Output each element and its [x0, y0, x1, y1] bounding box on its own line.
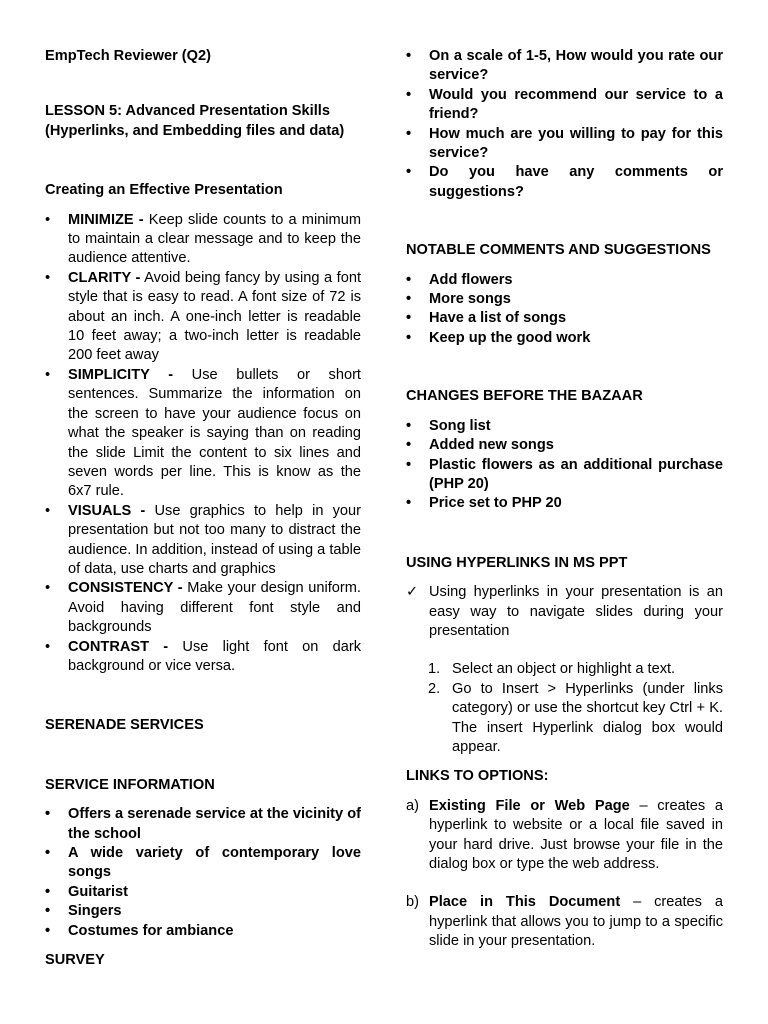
option-term: Existing File or Web Page — [429, 797, 630, 814]
principle-text: Make your design uniform. Avoid having different font style and backgrounds — [68, 580, 361, 636]
list-item — [406, 456, 723, 495]
bullet-icon: • — [406, 125, 412, 142]
bullet-icon: • — [45, 580, 51, 597]
list-item — [406, 436, 723, 455]
section-heading-links: LINKS TO OPTIONS: — [406, 768, 549, 785]
bullet-icon: • — [406, 271, 412, 288]
lesson-heading-line1: LESSON 5: Advanced Presentation Skills — [45, 103, 330, 120]
principle-term: MINIMIZE - — [68, 211, 144, 228]
bullet-icon: • — [45, 903, 51, 920]
options-list — [406, 797, 723, 952]
bullet-icon: • — [45, 211, 51, 228]
document-title: EmpTech Reviewer (Q2) — [45, 48, 211, 64]
option-text: – creates a hyperlink to website or a local file saved in your hard drive. Just browse your file in the dialog box or type the web address. — [429, 797, 723, 872]
list-item-text: Guitarist — [68, 883, 129, 900]
principle-text: Use light font on dark background or vice versa. — [68, 638, 361, 674]
list-item — [406, 660, 723, 679]
list-item-text: More songs — [429, 291, 511, 308]
section-heading-hyperlinks: USING HYPERLINKS IN MS PPT — [406, 554, 628, 571]
list-item — [45, 269, 361, 366]
list-item — [406, 893, 723, 951]
list-item-text: How much are you willing to pay for this service? — [429, 125, 723, 162]
list-item — [406, 163, 723, 202]
list-item — [45, 883, 361, 902]
list-item — [45, 579, 361, 637]
bullet-icon: • — [45, 922, 51, 939]
list-item-text: A wide variety of contemporary love songs — [68, 845, 361, 881]
survey-questions-list — [406, 47, 723, 202]
list-item-text: Add flowers — [429, 271, 513, 288]
list-item — [406, 290, 723, 309]
bullet-icon: • — [45, 366, 51, 383]
check-list — [406, 583, 723, 641]
bullet-icon: • — [45, 883, 51, 900]
list-item — [406, 125, 723, 164]
list-item-text: Have a list of songs — [429, 310, 567, 327]
section-heading-changes: CHANGES BEFORE THE BAZAAR — [406, 388, 643, 405]
bullet-icon: • — [45, 806, 51, 823]
step-text: Go to Insert > Hyperlinks (under links category) or use the shortcut key Ctrl + K. The insert Hyperlink dialog box would appear. — [452, 680, 723, 755]
bullet-icon: • — [45, 502, 51, 519]
bullet-icon: • — [406, 329, 412, 346]
service-list — [45, 805, 361, 941]
left-column — [45, 45, 361, 970]
list-item-text: Price set to PHP 20 — [429, 495, 562, 512]
list-item — [406, 494, 723, 513]
list-item — [406, 417, 723, 436]
option-letter: b) — [406, 894, 419, 911]
list-item-text: Costumes for ambiance — [68, 922, 234, 939]
list-item — [45, 502, 361, 580]
right-column — [406, 45, 723, 952]
option-letter: a) — [406, 797, 419, 814]
list-item — [406, 680, 723, 758]
principle-text: Use bullets or short sentences. Summarize the information on the screen to have your audience focus on what the speaker is saying than on reading the slide Limit the content to six lines and seven words per line. This is know as the 6x7 rule. — [68, 366, 361, 500]
list-item — [45, 844, 361, 883]
list-item — [406, 271, 723, 290]
list-item — [406, 797, 723, 875]
list-item — [406, 583, 723, 641]
bullet-icon: • — [406, 291, 412, 308]
list-item — [45, 366, 361, 502]
list-item — [406, 329, 723, 348]
bullet-icon: • — [45, 638, 51, 655]
list-item-text: Would you recommend our service to a friend? — [429, 86, 723, 123]
list-item-text: Keep up the good work — [429, 329, 591, 346]
list-item — [45, 902, 361, 921]
step-text: Select an object or highlight a text. — [452, 661, 676, 678]
lesson-heading — [45, 102, 361, 141]
list-item-text: On a scale of 1-5, How would you rate our service? — [429, 48, 723, 84]
step-number: 2. — [428, 680, 441, 697]
principle-term: CLARITY - — [68, 269, 141, 286]
bullet-icon: • — [406, 417, 412, 434]
principle-term: CONTRAST - — [68, 638, 169, 655]
list-item — [45, 211, 361, 269]
list-item-text: Offers a serenade service at the vicinity of the school — [68, 806, 361, 842]
step-number: 1. — [428, 661, 441, 678]
section-heading-serenade: SERENADE SERVICES — [45, 717, 204, 734]
section-heading-notable: NOTABLE COMMENTS AND SUGGESTIONS — [406, 242, 711, 259]
lesson-heading-line2: (Hyperlinks, and Embedding files and data) — [45, 122, 345, 139]
bullet-icon: • — [406, 310, 412, 327]
section-heading-creating: Creating an Effective Presentation — [45, 182, 283, 199]
list-item — [406, 47, 723, 86]
list-item — [45, 922, 361, 941]
list-item-text: Added new songs — [429, 437, 554, 454]
principle-text: Keep slide counts to a minimum to maintain a clear message and to keep the audience attentive. — [68, 211, 361, 267]
principle-text: Avoid being fancy by using a font style that is easy to read. A font size of 72 is about an inch. A one-inch letter is readable 10 feet away; a two-inch letter is readable 200 feet away — [68, 269, 362, 364]
bullet-icon: • — [406, 495, 412, 512]
list-item-text: Singers — [68, 903, 122, 920]
bullet-icon: • — [406, 86, 412, 103]
changes-list — [406, 417, 723, 514]
principle-text: Use graphics to help in your presentation but not too many to distract the audience. In addition, instead of using a table of data, use charts and graphics — [68, 502, 361, 577]
list-item-text: Using hyperlinks in your presentation is an easy way to navigate slides during your presentation — [429, 584, 723, 639]
principle-term: CONSISTENCY - — [68, 580, 183, 597]
option-text: – creates a hyperlink that allows you to jump to a specific slide in your presentation. — [429, 894, 723, 950]
steps-list — [406, 660, 723, 757]
principles-list — [45, 211, 361, 677]
option-term: Place in This Document — [429, 894, 621, 911]
list-item-text: Song list — [429, 417, 491, 434]
bullet-icon: • — [406, 437, 412, 454]
bullet-icon: • — [45, 845, 51, 861]
section-heading-service-info: SERVICE INFORMATION — [45, 776, 215, 793]
bullet-icon: • — [406, 456, 412, 473]
notable-list — [406, 271, 723, 349]
list-item-text: Plastic flowers as an additional purchase (PHP 20) — [429, 456, 723, 492]
checkmark-icon: ✓ — [406, 584, 419, 601]
list-item — [406, 309, 723, 328]
bullet-icon: • — [406, 48, 412, 64]
bullet-icon: • — [45, 269, 51, 286]
list-item — [45, 638, 361, 677]
section-heading-survey: SURVEY — [45, 952, 105, 969]
list-item-text: Do you have any comments or suggestions? — [429, 164, 723, 200]
bullet-icon: • — [406, 164, 412, 181]
list-item — [45, 805, 361, 844]
principle-term: VISUALS - — [68, 502, 146, 519]
list-item — [406, 86, 723, 125]
principle-term: SIMPLICITY - — [68, 366, 174, 383]
